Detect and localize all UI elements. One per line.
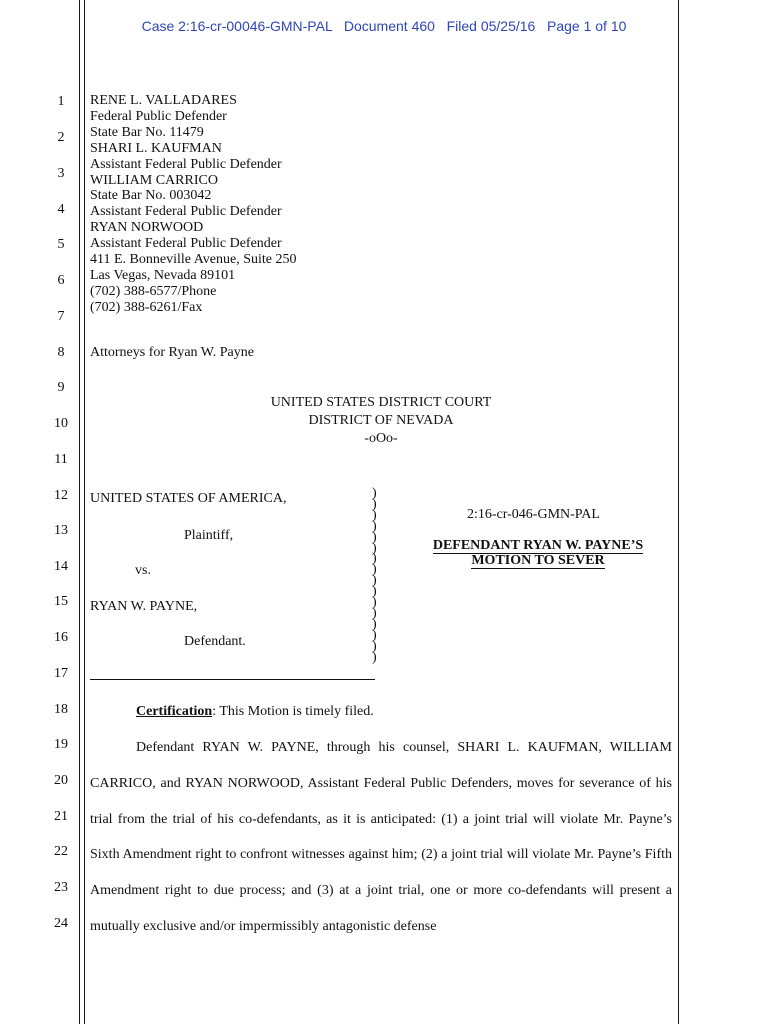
case-number: 2:16-cr-046-GMN-PAL <box>467 507 600 522</box>
line-number: 13 <box>54 523 68 538</box>
caption-defendant-name: RYAN W. PAYNE, <box>90 599 198 614</box>
caption-paren: ) <box>372 496 377 512</box>
certification <box>136 704 374 720</box>
attorney-line: Assistant Federal Public Defender <box>90 156 282 172</box>
left-margin-rule-outer <box>79 0 80 1024</box>
line-number: 3 <box>57 166 65 181</box>
caption-vs: vs. <box>135 563 151 578</box>
court-ornament: -oOo- <box>364 431 398 446</box>
line-number: 10 <box>54 416 68 431</box>
attorney-line: (702) 388-6261/Fax <box>90 299 203 315</box>
attorney-line: 411 E. Bonneville Avenue, Suite 250 <box>90 252 297 268</box>
caption-parentheses <box>372 486 377 665</box>
line-number: 21 <box>54 809 68 824</box>
attorney-line: WILLIAM CARRICO <box>90 172 218 188</box>
caption-paren: ) <box>372 638 377 654</box>
line-number: 20 <box>54 773 68 788</box>
attorney-line: State Bar No. 11479 <box>90 124 204 140</box>
caption-defendant-role: Defendant. <box>184 634 246 649</box>
caption-paren: ) <box>372 627 377 643</box>
line-number: 17 <box>54 666 68 681</box>
right-margin-rule <box>678 0 679 1024</box>
caption-paren: ) <box>372 616 377 632</box>
caption-paren: ) <box>372 540 377 556</box>
attorney-line: (702) 388-6577/Phone <box>90 283 217 299</box>
caption-plaintiff-role: Plaintiff, <box>184 528 234 543</box>
line-number: 19 <box>54 737 68 752</box>
caption-paren: ) <box>372 605 377 621</box>
line-number: 24 <box>54 916 68 931</box>
caption-plaintiff-name: UNITED STATES OF AMERICA, <box>90 491 287 506</box>
attorney-line: Assistant Federal Public Defender <box>90 204 282 220</box>
line-number: 15 <box>54 594 68 609</box>
caption-paren: ) <box>372 529 377 545</box>
filing-header: Case 2:16-cr-00046-GMN-PAL Document 460 Filed 05/25/16 Page 1 of 10 <box>141 18 627 34</box>
line-number: 1 <box>57 94 65 109</box>
caption-divider <box>90 679 375 680</box>
attorney-line: State Bar No. 003042 <box>90 188 212 204</box>
caption-paren: ) <box>372 584 377 600</box>
line-number: 8 <box>57 345 65 360</box>
attorney-line: SHARI L. KAUFMAN <box>90 140 222 156</box>
line-number: 9 <box>57 380 65 395</box>
attorneys-for: Attorneys for Ryan W. Payne <box>90 345 254 360</box>
line-number: 6 <box>57 273 65 288</box>
motion-title-line1: DEFENDANT RYAN W. PAYNE’S <box>432 538 644 553</box>
motion-title-line2: MOTION TO SEVER <box>471 553 605 568</box>
line-number: 16 <box>54 630 68 645</box>
line-number: 4 <box>57 202 65 217</box>
line-number: 12 <box>54 488 68 503</box>
caption-paren: ) <box>372 551 377 567</box>
attorney-line: Assistant Federal Public Defender <box>90 236 282 252</box>
line-number: 22 <box>54 844 68 859</box>
caption-paren: ) <box>372 649 377 665</box>
certification-text: : This Motion is timely filed. <box>212 704 374 719</box>
line-number: 11 <box>54 452 68 467</box>
line-number: 14 <box>54 559 68 574</box>
court-name: UNITED STATES DISTRICT COURT <box>270 395 492 410</box>
caption-paren: ) <box>372 486 377 501</box>
attorney-block <box>90 93 296 316</box>
attorney-line: RYAN NORWOOD <box>90 220 204 236</box>
attorney-line: Las Vegas, Nevada 89101 <box>90 267 236 283</box>
caption-paren: ) <box>372 507 377 523</box>
attorney-line: RENE L. VALLADARES <box>90 93 237 108</box>
motion-body <box>90 730 672 945</box>
line-number: 2 <box>57 130 65 145</box>
caption-paren: ) <box>372 595 377 611</box>
attorney-line: Federal Public Defender <box>90 108 227 124</box>
line-number: 18 <box>54 702 68 717</box>
motion-title <box>410 538 666 568</box>
caption-paren: ) <box>372 573 377 589</box>
motion-body-text: Defendant RYAN W. PAYNE, through his counsel, SHARI L. KAUFMAN, WILLIAM CARRICO, and RYAN NORWOOD, Assistant Federal Public Defenders, moves for severance of his trial from the trial of his co-defendants, as it is anticipated: (1) a joint trial will violate Mr. Payne’s Sixth Amendment right to confront witnesses against him; (2) a joint trial will violate Mr. Payne’s Fifth Amendment right to due process; and (3) at a joint trial, one or more co-defendants will present a mutually exclusive and/or impermissibly antagonistic defense <box>90 740 672 934</box>
caption-paren: ) <box>372 518 377 534</box>
line-number: 5 <box>57 237 65 252</box>
line-number: 23 <box>54 880 68 895</box>
caption-paren: ) <box>372 562 377 578</box>
left-margin-rule-inner <box>84 0 85 1024</box>
certification-label: Certification <box>136 704 213 719</box>
court-district: DISTRICT OF NEVADA <box>308 413 454 428</box>
line-number: 7 <box>57 309 65 324</box>
